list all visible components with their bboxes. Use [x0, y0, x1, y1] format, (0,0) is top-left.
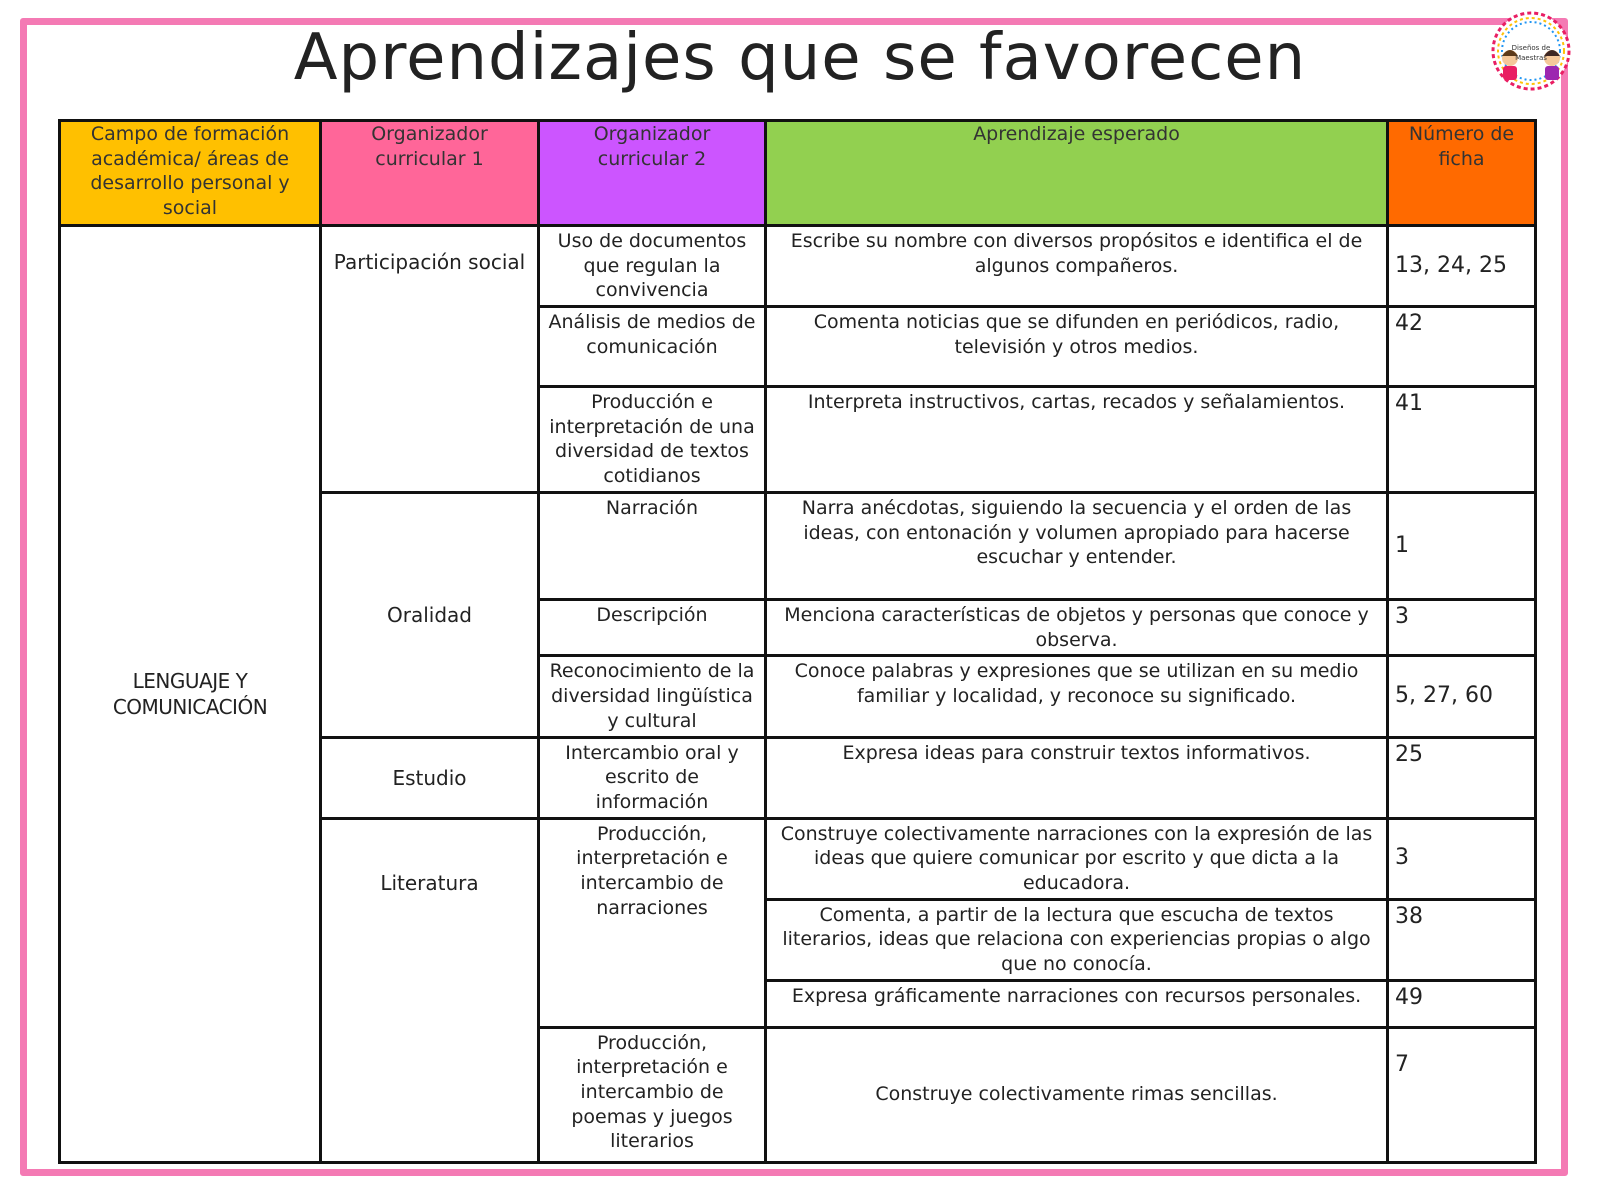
svg-text:Diseños de: Diseños de [1511, 44, 1551, 52]
aprendizaje-cell: Conoce palabras y expresiones que se utilizan en su medio familiar y localidad, y reconoce su significado. [766, 656, 1388, 737]
ficha-cell: 41 [1388, 387, 1536, 493]
ficha-cell: 49 [1388, 980, 1536, 1027]
ficha-cell: 42 [1388, 307, 1536, 387]
org2-cell: Narración [539, 493, 766, 600]
two-kids-badge-icon [1490, 10, 1572, 92]
header-organizador-2: Organizador curricular 2 [539, 121, 766, 226]
org1-participacion-social: Participación social [321, 226, 539, 493]
org2-cell: Uso de documentos que regulan la convivencia [539, 226, 766, 307]
aprendizaje-cell: Expresa gráficamente narraciones con recursos personales. [766, 980, 1388, 1027]
org2-cell: Producción e interpretación de una diversidad de textos cotidianos [539, 387, 766, 493]
org1-estudio: Estudio [321, 737, 539, 818]
org2-cell: Producción, interpretación e intercambio de poemas y juegos literarios [539, 1027, 766, 1162]
org2-cell: Producción, interpretación e intercambio de narraciones [539, 818, 766, 1027]
aprendizaje-cell: Narra anécdotas, siguiendo la secuencia y el orden de las ideas, con entonación y volumen apropiado para hacerse escuchar y entender. [766, 493, 1388, 600]
aprendizaje-cell: Menciona características de objetos y personas que conoce y observa. [766, 600, 1388, 656]
org1-oralidad: Oralidad [321, 493, 539, 737]
org1-literatura: Literatura [321, 818, 539, 1162]
learning-table [58, 119, 1537, 1164]
table-row [60, 226, 1536, 307]
header-organizador-1: Organizador curricular 1 [321, 121, 539, 226]
org2-cell: Análisis de medios de comunicación [539, 307, 766, 387]
page-title: Aprendizajes que se favorecen [293, 21, 1307, 95]
aprendizaje-cell: Construye colectivamente rimas sencillas. [766, 1027, 1388, 1162]
ficha-cell: 1 [1388, 493, 1536, 600]
aprendizaje-cell: Comenta, a partir de la lectura que escucha de textos literarios, ideas que relaciona con experiencias propias o algo que no conocía. [766, 899, 1388, 980]
ficha-cell: 7 [1388, 1027, 1536, 1162]
ficha-cell: 13, 24, 25 [1388, 226, 1536, 307]
svg-text:Maestras: Maestras [1515, 54, 1547, 62]
aprendizaje-cell: Expresa ideas para construir textos informativos. [766, 737, 1388, 818]
ficha-cell: 3 [1388, 600, 1536, 656]
aprendizaje-cell: Escribe su nombre con diversos propósitos e identifica el de algunos compañeros. [766, 226, 1388, 307]
campo-cell: LENGUAJE Y COMUNICACIÓN [60, 226, 321, 1163]
aprendizaje-cell: Comenta noticias que se difunden en periódicos, radio, televisión y otros medios. [766, 307, 1388, 387]
header-ficha: Número de ficha [1388, 121, 1536, 226]
org2-cell: Descripción [539, 600, 766, 656]
aprendizaje-cell: Construye colectivamente narraciones con la expresión de las ideas que quiere comunicar por escrito y que dicta a la educadora. [766, 818, 1388, 899]
aprendizaje-cell: Interpreta instructivos, cartas, recados y señalamientos. [766, 387, 1388, 493]
org2-cell: Intercambio oral y escrito de información [539, 737, 766, 818]
ficha-cell: 38 [1388, 899, 1536, 980]
header-row [60, 121, 1536, 226]
org2-cell: Reconocimiento de la diversidad lingüística y cultural [539, 656, 766, 737]
ficha-cell: 25 [1388, 737, 1536, 818]
header-aprendizaje: Aprendizaje esperado [766, 121, 1388, 226]
ficha-cell: 5, 27, 60 [1388, 656, 1536, 737]
header-campo: Campo de formación académica/ áreas de desarrollo personal y social [60, 121, 321, 226]
ficha-cell: 3 [1388, 818, 1536, 899]
